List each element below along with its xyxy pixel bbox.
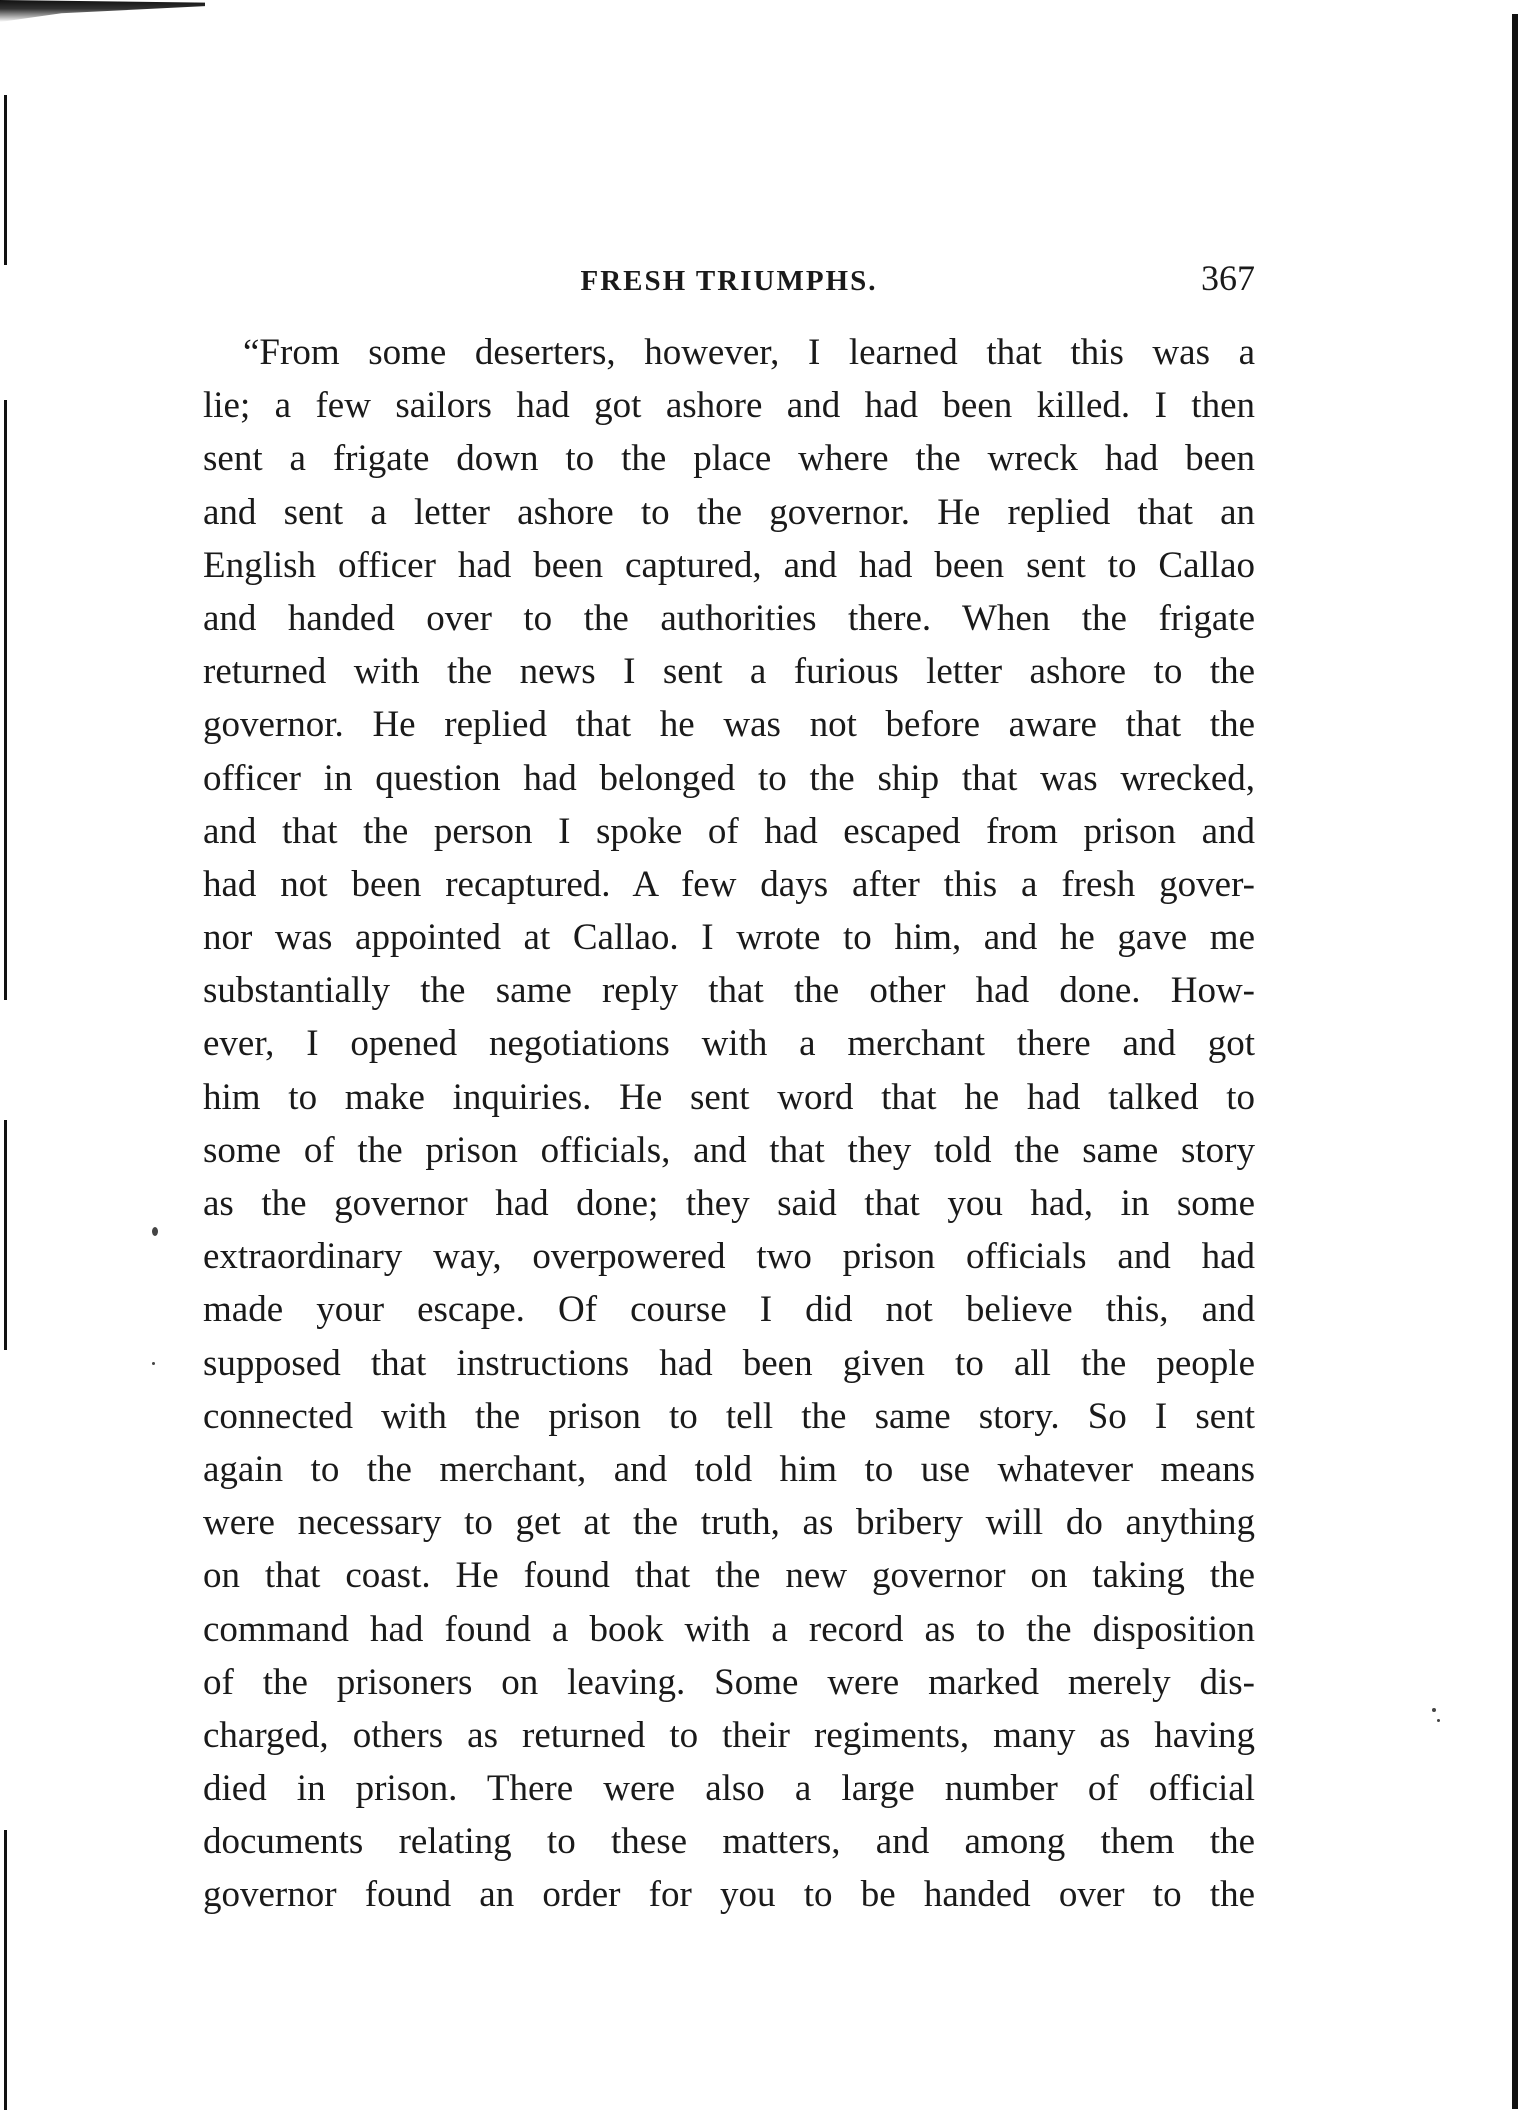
text-line: made your escape. Of course I did not believe this, and	[203, 1289, 1255, 1331]
text-line: some of the prison officials, and that they told the same story	[203, 1129, 1255, 1171]
text-line: extraordinary way, overpowered two prison officials and had	[203, 1236, 1255, 1278]
text-line: as the governor had done; they said that you had, in some	[203, 1183, 1255, 1224]
text-line: supposed that instructions had been given to all the people	[203, 1342, 1255, 1384]
page-header	[203, 257, 1255, 301]
text-line: substantially the same reply that the other had done. How-	[203, 970, 1255, 1012]
text-line: returned with the news I sent a furious letter ashore to the	[203, 651, 1255, 693]
text-line: command had found a book with a record as to the disposition	[203, 1608, 1255, 1650]
text-line: documents relating to these matters, and among them the	[203, 1821, 1255, 1863]
text-line: lie; a few sailors had got ashore and had been killed. I then	[203, 385, 1255, 427]
text-line: governor found an order for you to be handed over to the	[203, 1874, 1255, 1916]
text-line: on that coast. He found that the new governor on taking the	[203, 1555, 1255, 1597]
text-line: were necessary to get at the truth, as bribery will do anything	[203, 1502, 1255, 1544]
text-line: charged, others as returned to their regiments, many as having	[203, 1714, 1255, 1756]
text-line: English officer had been captured, and had been sent to Callao	[203, 544, 1255, 586]
scan-speck	[1437, 1719, 1440, 1722]
text-line: nor was appointed at Callao. I wrote to him, and he gave me	[203, 917, 1255, 959]
text-line: sent a frigate down to the place where the wreck had been	[203, 438, 1255, 480]
scan-edge-line	[4, 400, 7, 1000]
text-line: and that the person I spoke of had escaped from prison and	[203, 810, 1255, 852]
scan-speck	[1432, 1708, 1436, 1712]
text-line: and handed over to the authorities there. When the frigate	[203, 597, 1255, 639]
running-head: FRESH TRIUMPHS.	[580, 265, 878, 297]
text-line: officer in question had belonged to the ship that was wrecked,	[203, 757, 1255, 799]
scan-edge-line	[1512, 14, 1518, 2109]
text-line: connected with the prison to tell the same story. So I sent	[203, 1395, 1255, 1437]
scan-speck	[152, 1227, 158, 1236]
text-line: governor. He replied that he was not before aware that the	[203, 704, 1255, 746]
body-text	[203, 326, 1255, 1922]
text-line: died in prison. There were also a large number of official	[203, 1768, 1255, 1810]
text-line: and sent a letter ashore to the governor. He replied that an	[203, 491, 1255, 533]
scan-edge-mark	[0, 0, 205, 22]
scan-speck	[152, 1362, 155, 1365]
text-line: “From some deserters, however, I learned that this was a	[243, 332, 1255, 373]
scan-edge-line	[4, 95, 7, 265]
scan-edge-line	[4, 1120, 7, 1350]
text-line: ever, I opened negotiations with a merchant there and got	[203, 1023, 1255, 1065]
text-line: him to make inquiries. He sent word that he had talked to	[203, 1076, 1255, 1118]
scan-edge-line	[4, 1830, 7, 2110]
text-line: had not been recaptured. A few days after this a fresh gover-	[203, 863, 1255, 905]
text-line: of the prisoners on leaving. Some were marked merely dis-	[203, 1661, 1255, 1703]
page-number: 367	[1201, 258, 1255, 298]
text-line: again to the merchant, and told him to use whatever means	[203, 1448, 1255, 1490]
